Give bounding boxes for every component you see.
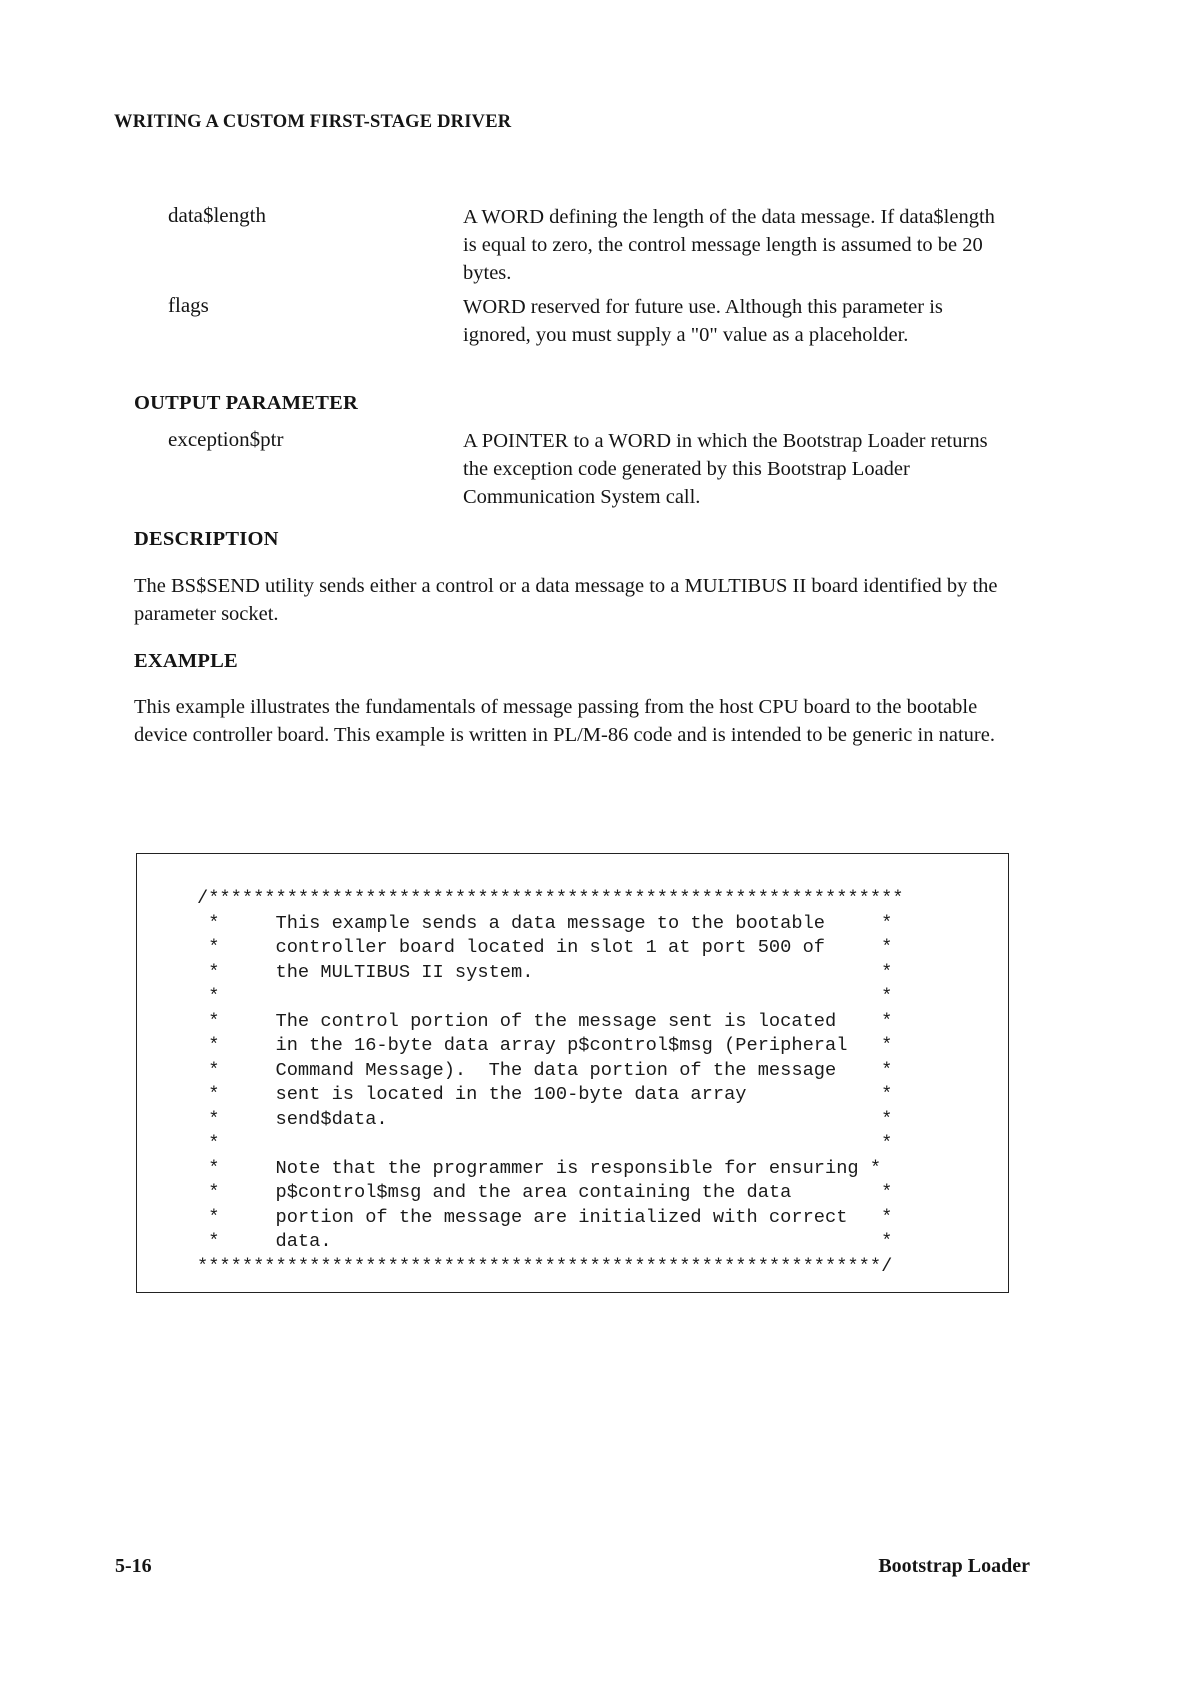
page-number: 5-16	[115, 1555, 152, 1577]
example-paragraph: This example illustrates the fundamentals of message passing from the host CPU board to the bootable device controller board. This example is written in PL/M-86 code and is intended to be generic in nature.	[134, 696, 995, 746]
parameter-description: WORD reserved for future use. Although this parameter is ignored, you must supply a "0" value as a placeholder.	[463, 296, 943, 346]
parameter-name: flags	[168, 293, 209, 317]
parameter-description: A POINTER to a WORD in which the Bootstrap Loader returns the exception code generated by this Bootstrap Loader Communication System call.	[463, 430, 988, 508]
parameter-description: A WORD defining the length of the data message. If data$length is equal to zero, the control message length is assumed to be 20 bytes.	[463, 206, 995, 284]
description-heading: DESCRIPTION	[134, 528, 279, 550]
code-example-box	[136, 853, 1009, 1293]
code-comment-block: /************************************************************** * This example sends a data message to the bootable * * controller board located in slot 1 at port 500 of * * the MULTIBUS II system. * * * * The control portion of the message sent is located * * in the 16-byte data array p$control$msg (Peripheral * * Command Message). The data portion of the message * * sent is located in the 100-byte data array * * send$data. * * * * Note that the programmer is responsible for ensuring * * p$control$msg and the area containing the data * * portion of the message are initialized with correct * * data. * *************************************************************/	[197, 887, 904, 1277]
example-heading: EXAMPLE	[134, 650, 238, 672]
description-paragraph: The BS$SEND utility sends either a control or a data message to a MULTIBUS II board identified by the parameter socket.	[134, 575, 998, 625]
running-header-title: WRITING A CUSTOM FIRST-STAGE DRIVER	[114, 112, 512, 132]
parameter-name: exception$ptr	[168, 427, 284, 451]
parameter-name: data$length	[168, 203, 266, 227]
footer-chapter-title: Bootstrap Loader	[878, 1555, 1030, 1577]
output-parameter-heading: OUTPUT PARAMETER	[134, 392, 358, 414]
